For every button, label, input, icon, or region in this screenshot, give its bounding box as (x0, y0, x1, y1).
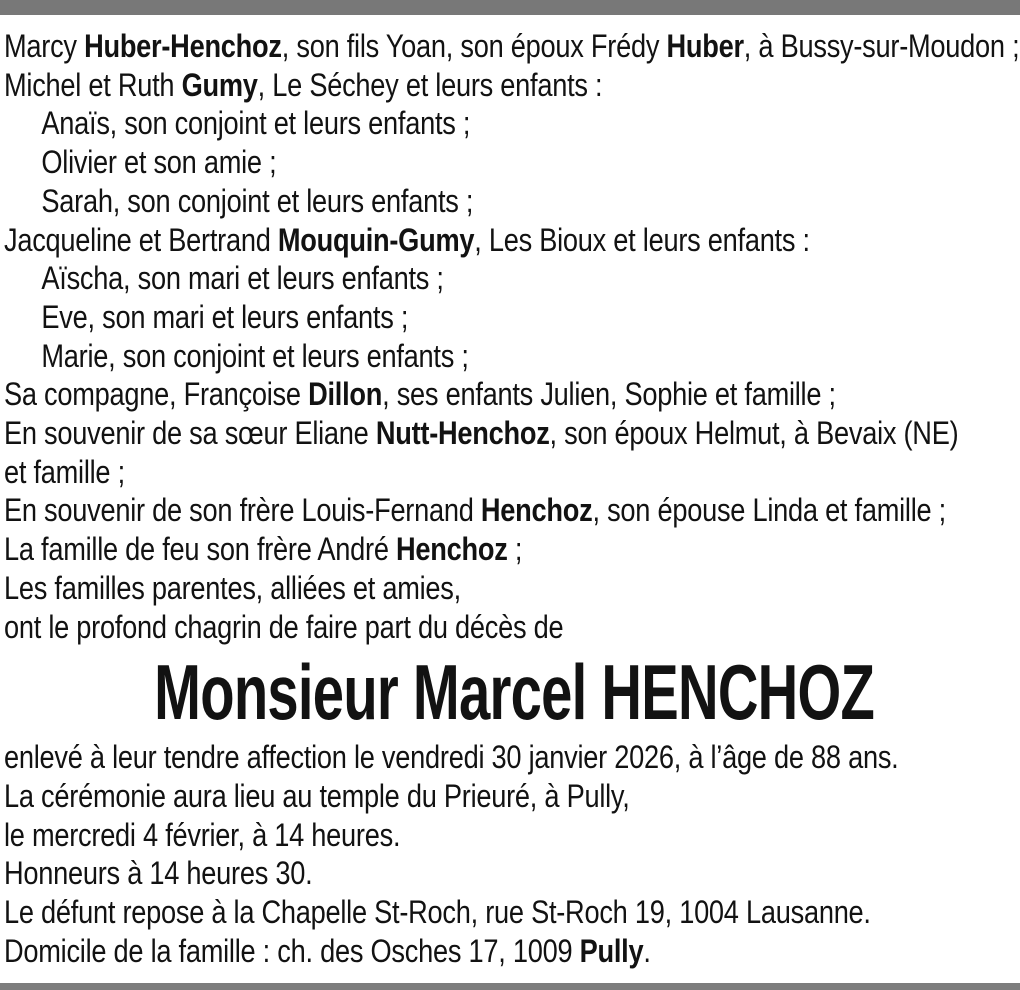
notice-text: Marcy (4, 28, 85, 64)
death-notice-text (4, 27, 1020, 970)
family-name-bold: Huber (666, 28, 744, 64)
obituary-line (4, 221, 1020, 260)
notice-text: Jacqueline et Bertrand (4, 221, 278, 258)
obituary-line (4, 182, 1020, 221)
notice-text: Marie, son conjoint et leurs enfants ; (41, 337, 469, 374)
obituary-line (4, 453, 1020, 492)
notice-text: Domicile de la famille : ch. des Osches 17, 1009 (4, 932, 580, 969)
obituary-line (4, 854, 1020, 893)
obituary-line (4, 893, 1020, 932)
notice-text: , son fils Yoan, son époux Frédy (281, 28, 667, 64)
family-name-bold: Dillon (308, 376, 383, 413)
notice-text: En souvenir de sa sœur Eliane (4, 415, 376, 452)
notice-text: ont le profond chagrin de faire part du décès de (4, 608, 564, 645)
family-name-bold: Henchoz (396, 531, 508, 568)
obituary-line (4, 66, 1020, 105)
notice-text: ; (507, 531, 523, 568)
notice-text: Michel et Ruth (4, 66, 182, 103)
deceased-name-title (4, 646, 1020, 738)
obituary-line (4, 375, 1020, 414)
notice-text: , à Bussy-sur-Moudon ; (743, 28, 1020, 64)
family-name-bold: Monsieur Marcel HENCHOZ (154, 648, 875, 737)
notice-text: Olivier et son amie ; (41, 144, 277, 181)
notice-text: , son époux Helmut, à Bevaix (NE) (549, 415, 959, 452)
obituary-line (4, 608, 1020, 647)
notice-text: En souvenir de son frère Louis-Fernand (4, 492, 481, 529)
obituary-line (4, 491, 1020, 530)
obituary-line (4, 27, 1020, 66)
obituary-line (4, 104, 1020, 143)
notice-text: , Les Bioux et leurs enfants : (474, 221, 810, 258)
family-name-bold: Pully (579, 932, 644, 969)
obituary-line (4, 337, 1020, 376)
notice-text: La cérémonie aura lieu au temple du Prieuré, à Pully, (4, 777, 630, 814)
family-name-bold: Mouquin-Gumy (277, 221, 475, 258)
obituary-line (4, 816, 1020, 855)
notice-text: Eve, son mari et leurs enfants ; (41, 298, 409, 335)
notice-text: Honneurs à 14 heures 30. (4, 855, 313, 892)
notice-text: et famille ; (4, 453, 125, 490)
family-name-bold: Nutt-Henchoz (375, 415, 550, 452)
notice-text: enlevé à leur tendre affection le vendredi 30 janvier 2026, à l’âge de 88 ans. (4, 739, 899, 776)
family-name-bold: Gumy (181, 66, 258, 103)
notice-text: le mercredi 4 février, à 14 heures. (4, 816, 401, 853)
notice-text: Les familles parentes, alliées et amies, (4, 569, 461, 606)
obituary-line (4, 738, 1020, 777)
notice-text: , ses enfants Julien, Sophie et famille ; (382, 376, 836, 413)
notice-text: , Le Séchey et leurs enfants : (257, 66, 603, 103)
notice-text: Sa compagne, Françoise (4, 376, 309, 413)
obituary-line (4, 298, 1020, 337)
obituary-line (4, 414, 1020, 453)
obituary-line (4, 569, 1020, 608)
notice-text: . (643, 932, 651, 969)
notice-text: Le défunt repose à la Chapelle St-Roch, rue St-Roch 19, 1004 Lausanne. (4, 894, 871, 931)
top-border-bar (0, 0, 1020, 15)
obituary-line (4, 259, 1020, 298)
obituary-line (4, 777, 1020, 816)
obituary-line (4, 530, 1020, 569)
notice-text: Anaïs, son conjoint et leurs enfants ; (41, 105, 471, 142)
notice-text: La famille de feu son frère André (4, 531, 397, 568)
notice-text: Aïscha, son mari et leurs enfants ; (41, 260, 444, 297)
family-name-bold: Henchoz (480, 492, 593, 529)
bottom-border-bar (0, 983, 1020, 990)
obituary-line (4, 932, 1020, 971)
notice-text: Sarah, son conjoint et leurs enfants ; (41, 182, 474, 219)
notice-text: , son épouse Linda et famille ; (592, 492, 946, 529)
obituary-line (4, 143, 1020, 182)
family-name-bold: Huber-Henchoz (84, 28, 282, 64)
